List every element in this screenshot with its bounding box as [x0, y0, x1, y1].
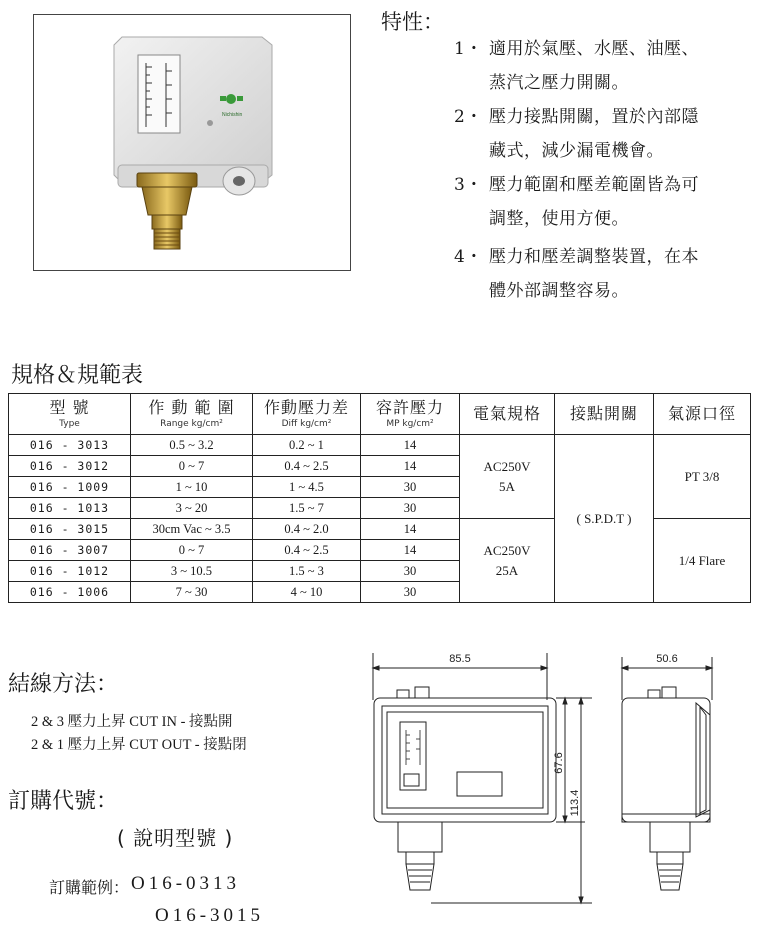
header-range: 作 動 範 圍 Range kg/cm²: [131, 394, 253, 435]
order-title: 訂購代號：: [8, 789, 119, 814]
table-row: 016 - 1009 1 ~ 10 1 ~ 4.5 30: [9, 477, 751, 498]
feature-item: 3・ 壓力範圍和壓差範圍皆為可 調整，使用方便。: [454, 175, 699, 229]
table-row: 016 - 3015 30cm Vac ~ 3.5 0.4 ~ 2.0 14 AC250V 25A 1/4 Flare: [9, 519, 751, 540]
table-row: 016 - 1013 3 ~ 20 1.5 ~ 7 30: [9, 498, 751, 519]
wiring-line-1: 2 & 3 壓力上昇 CUT IN - 接點開: [31, 714, 233, 730]
table-row: 016 - 1012 3 ~ 10.5 1.5 ~ 3 30: [9, 561, 751, 582]
spec-table: [8, 393, 751, 603]
wiring-title: 結線方法：: [8, 672, 119, 697]
dimension-drawings: [360, 645, 750, 930]
svg-text:Nichishin: Nichishin: [222, 112, 243, 118]
header-mp: 容許壓力 MP kg/cm²: [361, 394, 460, 435]
table-row: 016 - 3012 0 ~ 7 0.4 ~ 2.5 14: [9, 456, 751, 477]
feature-item: 1・ 適用於氣壓、水壓、油壓、 蒸汽之壓力開關。: [454, 39, 699, 93]
port-size-1: PT 3/8: [654, 435, 751, 519]
front-view-drawing: [373, 653, 592, 903]
dimension-total-height: 113.4: [569, 789, 581, 817]
features-title: 特性：: [381, 10, 444, 34]
product-photo: [33, 14, 351, 271]
order-example-code-2: O16-3015: [155, 905, 265, 926]
spec-title: 規格＆規範表: [11, 363, 144, 388]
wiring-line-2: 2 & 1 壓力上昇 CUT OUT - 接點閉: [31, 737, 247, 753]
table-row: 016 - 3007 0 ~ 7 0.4 ~ 2.5 14: [9, 540, 751, 561]
header-type: 型 號 Type: [9, 394, 131, 435]
front-scale-marks: [406, 730, 420, 765]
dimension-body-height: 67.6: [553, 752, 565, 774]
order-example-code-1: O16-0313: [131, 873, 241, 894]
feature-item: 2・ 壓力接點開關，置於內部隱 藏式，減少漏電機會。: [454, 107, 699, 161]
order-description: ( 說明型號 ): [117, 826, 234, 850]
header-diff: 作動壓力差 Diff kg/cm²: [253, 394, 361, 435]
dimension-width: 85.5: [449, 653, 471, 665]
header-electrical: 電氣規格: [460, 394, 555, 435]
table-row: 016 - 3013 0.5 ~ 3.2 0.2 ~ 1 14 AC250V 5A ( S.P.D.T ) PT 3/8: [9, 435, 751, 456]
header-contact: 接點開關: [555, 394, 654, 435]
order-example-label: 訂購範例：: [49, 878, 130, 897]
contact-type: ( S.P.D.T ): [555, 435, 654, 603]
header-port: 氣源口徑: [654, 394, 751, 435]
pressure-switch-image: [34, 15, 350, 270]
table-row: 016 - 1006 7 ~ 30 4 ~ 10 30: [9, 582, 751, 603]
table-header-row: [9, 394, 751, 435]
feature-item: 4・ 壓力和壓差調整裝置，在本 體外部調整容易。: [454, 247, 699, 301]
electrical-spec-2: AC250V 25A: [460, 519, 555, 603]
dimension-depth: 50.6: [656, 653, 678, 665]
port-size-2: 1/4 Flare: [654, 519, 751, 603]
electrical-spec-1: AC250V 5A: [460, 435, 555, 519]
side-view-drawing: [622, 657, 712, 890]
